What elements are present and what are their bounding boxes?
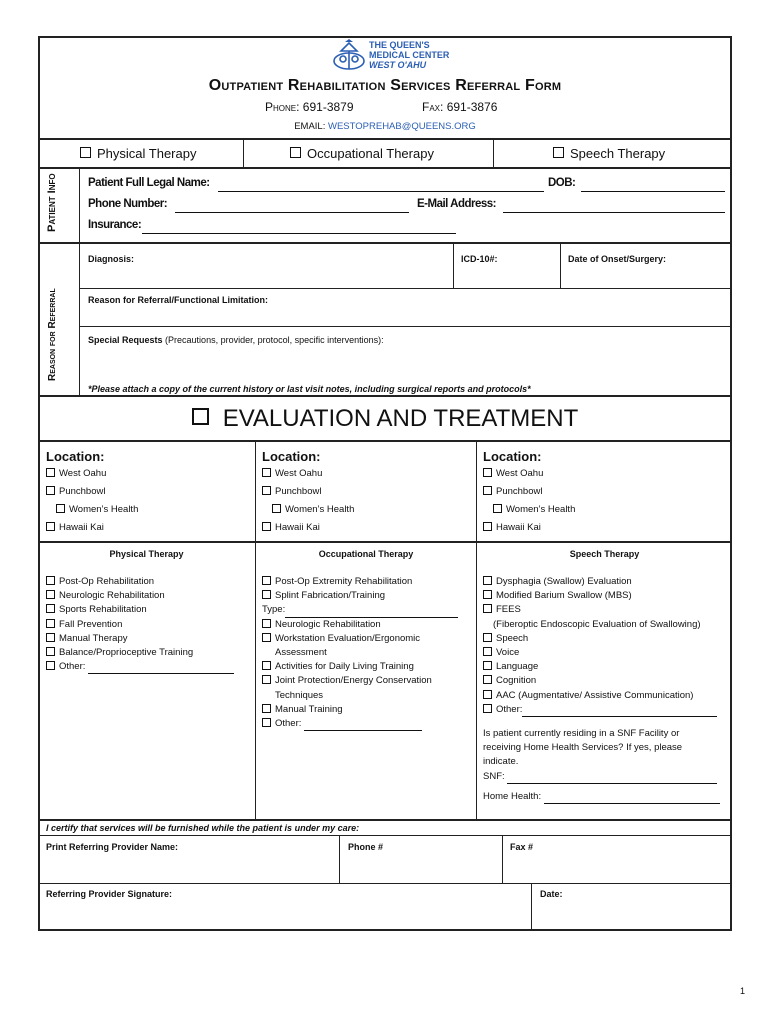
onset-date-label: Date of Onset/Surgery:	[568, 254, 667, 264]
dob-field[interactable]	[581, 180, 725, 192]
icd-label: ICD-10#:	[461, 254, 498, 264]
hospital-crest-icon	[331, 39, 367, 73]
ot-options	[262, 575, 458, 731]
reason-for-referral-label: Reason for Referral/Functional Limitation:	[88, 295, 269, 305]
date-label: Date:	[540, 889, 563, 899]
pt-option-other[interactable]: Other:	[46, 660, 234, 674]
st-option[interactable]: FEES	[483, 603, 720, 617]
fax-label: Fax:	[422, 100, 444, 114]
full-name-field[interactable]	[218, 180, 544, 192]
ot-option[interactable]: Joint Protection/Energy Conservation	[262, 674, 458, 688]
checkbox-icon	[553, 147, 564, 158]
insurance-label: Insurance:	[88, 219, 142, 231]
special-requests-label: Special Requests	[88, 335, 163, 345]
location-option[interactable]: Women’s Health	[46, 501, 138, 519]
phone-number-field[interactable]	[175, 201, 409, 213]
service-physical-therapy[interactable]: Physical Therapy	[80, 146, 196, 161]
logo-line-1: THE QUEEN'S	[369, 40, 430, 50]
phone-number-label: Phone Number:	[88, 198, 168, 210]
st-option[interactable]: Language	[483, 660, 720, 674]
location-option[interactable]: West Oahu	[262, 465, 354, 483]
st-options	[483, 575, 720, 804]
logo-line-2: MEDICAL CENTER	[369, 50, 450, 60]
email-label: EMAIL:	[294, 121, 326, 132]
pt-option[interactable]: Sports Rehabilitation	[46, 603, 234, 617]
pt-option[interactable]: Balance/Proprioceptive Training	[46, 646, 234, 660]
snf-question-line-2: receiving Home Health Services? If yes, please	[483, 742, 683, 754]
logo-line-3: WEST O'AHU	[369, 60, 427, 70]
checkbox-icon	[290, 147, 301, 158]
snf-question-line-1: Is patient currently residing in a SNF Facility or	[483, 728, 680, 740]
st-option[interactable]: Cognition	[483, 674, 720, 688]
location-option[interactable]: Women’s Health	[483, 501, 575, 519]
location-option[interactable]: West Oahu	[483, 465, 575, 483]
full-name-label: Patient Full Legal Name:	[88, 177, 210, 189]
location-group-ot	[262, 448, 354, 537]
email-link[interactable]: WESTOPREHAB@QUEENS.ORG	[328, 121, 476, 132]
ot-heading: Occupational Therapy	[318, 549, 414, 559]
pt-option[interactable]: Post-Op Rehabilitation	[46, 575, 234, 589]
ot-option[interactable]: Activities for Daily Living Training	[262, 660, 458, 674]
location-option[interactable]: Women’s Health	[262, 501, 354, 519]
st-option[interactable]: Dysphagia (Swallow) Evaluation	[483, 575, 720, 589]
phone-number: 691-3879	[302, 100, 354, 114]
email-address-label: E-Mail Address:	[417, 198, 496, 210]
checkbox-icon	[80, 147, 91, 158]
st-heading: Speech Therapy	[569, 549, 640, 559]
pt-option[interactable]: Fall Prevention	[46, 618, 234, 632]
form-title: Outpatient Rehabilitation Services Referral Form	[208, 77, 562, 94]
service-speech-therapy[interactable]: Speech Therapy	[553, 146, 665, 161]
location-group-st	[483, 448, 575, 537]
special-requests-hint: (Precautions, provider, protocol, specific interventions):	[165, 335, 384, 345]
checkbox-icon	[192, 408, 209, 425]
location-option[interactable]: Punchbowl	[262, 483, 354, 501]
location-option[interactable]: Hawaii Kai	[262, 519, 354, 537]
service-occupational-therapy[interactable]: Occupational Therapy	[290, 146, 434, 161]
st-option[interactable]: Modified Barium Swallow (MBS)	[483, 589, 720, 603]
st-option[interactable]: Voice	[483, 646, 720, 660]
pt-heading: Physical Therapy	[109, 549, 184, 559]
snf-question-line-3: indicate.	[483, 756, 519, 768]
location-label: Location:	[262, 449, 321, 464]
provider-phone-label: Phone #	[348, 842, 384, 852]
ot-option[interactable]: Workstation Evaluation/Ergonomic	[262, 632, 458, 646]
dob-label: DOB:	[548, 177, 576, 189]
provider-signature-label: Referring Provider Signature:	[46, 889, 173, 899]
certify-statement: I certify that services will be furnished while the patient is under my care:	[46, 823, 360, 833]
location-label: Location:	[483, 449, 542, 464]
snf-field[interactable]: SNF:	[483, 770, 720, 784]
ot-type-field[interactable]: Type:	[262, 603, 458, 617]
phone-label: Phone:	[265, 100, 300, 114]
st-option[interactable]: Speech	[483, 632, 720, 646]
email-address-field[interactable]	[503, 201, 725, 213]
st-option-other[interactable]: Other:	[483, 703, 720, 717]
ot-option-continuation: Assessment	[275, 647, 327, 659]
ot-option[interactable]: Splint Fabrication/Training	[262, 589, 458, 603]
location-label: Location:	[46, 449, 105, 464]
patient-info-side-label: Patient Info	[46, 173, 58, 232]
pt-option[interactable]: Manual Therapy	[46, 632, 234, 646]
pt-options	[46, 575, 234, 674]
provider-name-label: Print Referring Provider Name:	[46, 842, 179, 852]
attach-note: *Please attach a copy of the current history or last visit notes, including surgical reports and protocols*	[88, 384, 531, 394]
reason-for-referral-side-label: Reason for Referral	[47, 288, 58, 381]
st-fees-description: (Fiberoptic Endoscopic Evaluation of Swallowing)	[493, 618, 701, 630]
fax-number: 691-3876	[446, 100, 498, 114]
insurance-field[interactable]	[142, 222, 456, 234]
ot-option[interactable]: Manual Training	[262, 703, 458, 717]
location-option[interactable]: Hawaii Kai	[483, 519, 575, 537]
home-health-field[interactable]: Home Health:	[483, 790, 720, 804]
diagnosis-label: Diagnosis:	[88, 254, 135, 264]
ot-option[interactable]: Neurologic Rehabilitation	[262, 618, 458, 632]
hospital-logo	[331, 39, 471, 75]
ot-option-continuation: Techniques	[275, 689, 324, 701]
location-group-pt	[46, 448, 138, 537]
location-option[interactable]: Punchbowl	[483, 483, 575, 501]
location-option[interactable]: Hawaii Kai	[46, 519, 138, 537]
ot-option[interactable]: Post-Op Extremity Rehabilitation	[262, 575, 458, 589]
pt-option[interactable]: Neurologic Rehabilitation	[46, 589, 234, 603]
location-option[interactable]: West Oahu	[46, 465, 138, 483]
evaluation-treatment-title: EVALUATION AND TREATMENT	[222, 405, 579, 432]
evaluation-treatment-option[interactable]	[0, 405, 770, 433]
location-option[interactable]: Punchbowl	[46, 483, 138, 501]
ot-option-other[interactable]: Other:	[262, 717, 458, 731]
provider-fax-label: Fax #	[510, 842, 534, 852]
st-option[interactable]: AAC (Augmentative/ Assistive Communication)	[483, 689, 720, 703]
page-number: 1	[740, 986, 746, 996]
